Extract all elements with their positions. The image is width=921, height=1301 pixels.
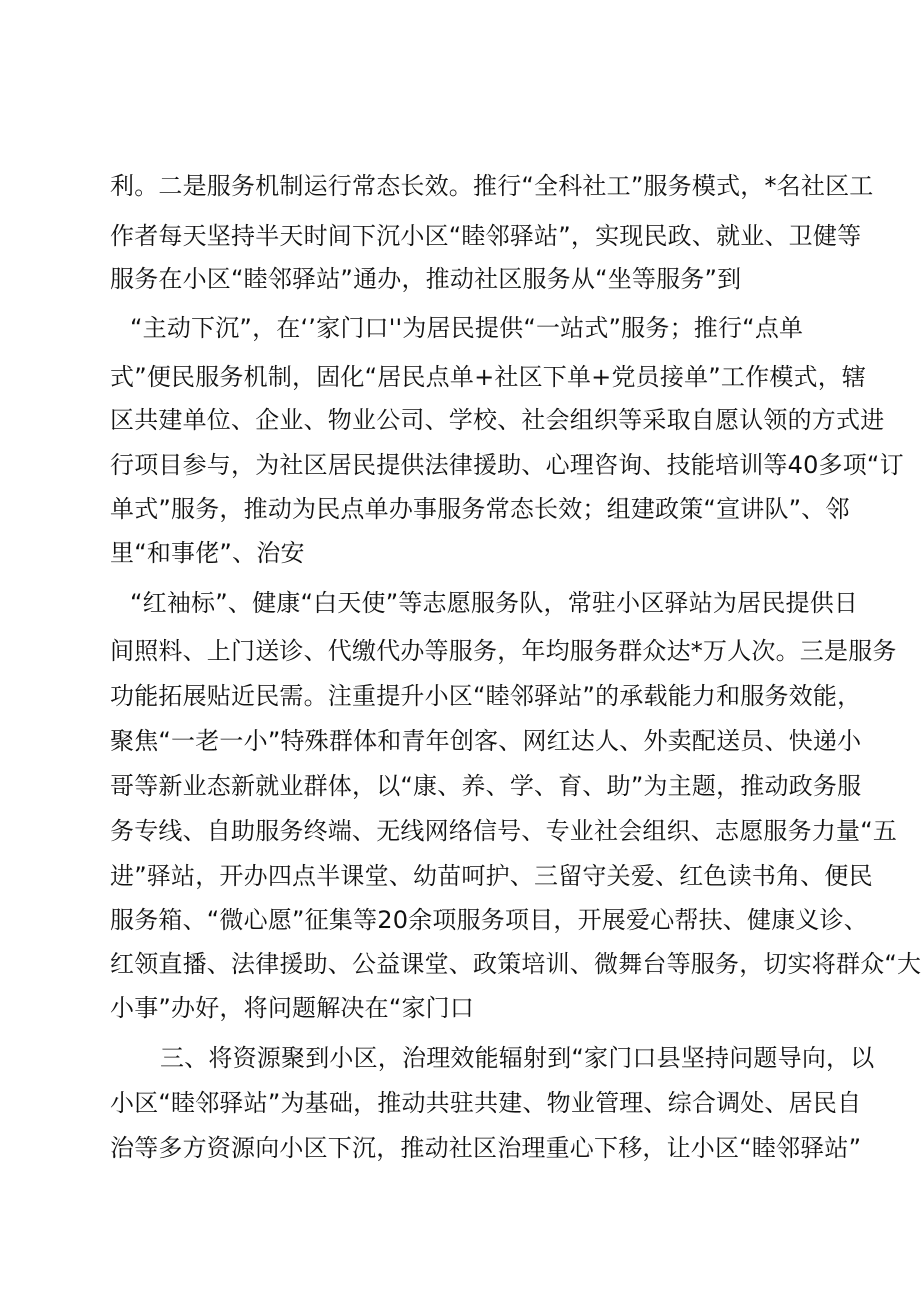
- text-line: 红领直播、法律援助、公益课堂、政策培训、微舞台等服务，切实将群众“大: [110, 950, 921, 978]
- text-line: 务专线、自助服务终端、无线网络信号、专业社会组织、志愿服务力量“五: [110, 817, 898, 845]
- text-line: 里“和事佬”、治安: [110, 539, 305, 567]
- text-line: 作者每天坚持半天时间下沉小区“睦邻驿站”，实现民政、就业、卫健等: [110, 222, 862, 250]
- text-line: 进”驿站，开办四点半课堂、幼苗呵护、三留守关爱、红色读书角、便民: [110, 862, 873, 890]
- text-line: 小区“睦邻驿站”为基础，推动共驻共建、物业管理、综合调处、居民自: [110, 1089, 862, 1117]
- text-line: “主动下沉”，在‘’家门口''为居民提供“一站式”服务；推行“点单: [130, 314, 804, 342]
- text-line: 小事”办好，将问题解决在“家门口: [110, 994, 475, 1022]
- text-line: 服务在小区“睦邻驿站”通办，推动社区服务从“坐等服务”到: [110, 265, 742, 293]
- text-line: 单式”服务，推动为民点单办事服务常态长效；组建政策“宣讲队”、邻: [110, 495, 850, 523]
- text-line: 哥等新业态新就业群体，以“康、养、学、育、助”为主题，推动政务服: [110, 772, 862, 800]
- text-line: 功能拓展贴近民需。注重提升小区“睦邻驿站”的承载能力和服务效能，: [110, 682, 862, 710]
- text-line: 治等多方资源向小区下沉，推动社区治理重心下移，让小区“睦邻驿站”: [110, 1134, 862, 1162]
- text-line: 利。二是服务机制运行常态长效。推行“全科社工”服务模式，*名社区工: [110, 172, 874, 200]
- text-line: 服务箱、“微心愿”征集等20余项服务项目，开展爱心帮扶、健康义诊、: [110, 906, 869, 934]
- text-line: 行项目参与，为社区居民提供法律援助、心理咨询、技能培训等40多项“订: [110, 451, 904, 479]
- text-line: 三、将资源聚到小区，治理效能辐射到“家门口县坚持问题导向，以: [160, 1044, 875, 1072]
- text-line: 式”便民服务机制，固化“居民点单+社区下单+党员接单”工作模式，辖: [110, 363, 867, 391]
- text-line: “红袖标”、健康“白天使”等志愿服务队，常驻小区驿站为居民提供日: [130, 589, 859, 617]
- text-line: 区共建单位、企业、物业公司、学校、社会组织等采取自愿认领的方式进: [110, 406, 885, 434]
- text-line: 间照料、上门送诊、代缴代办等服务，年均服务群众达*万人次。三是服务: [110, 637, 897, 665]
- text-line: 聚焦“一老一小”特殊群体和青年创客、网红达人、外卖配送员、快递小: [110, 727, 862, 755]
